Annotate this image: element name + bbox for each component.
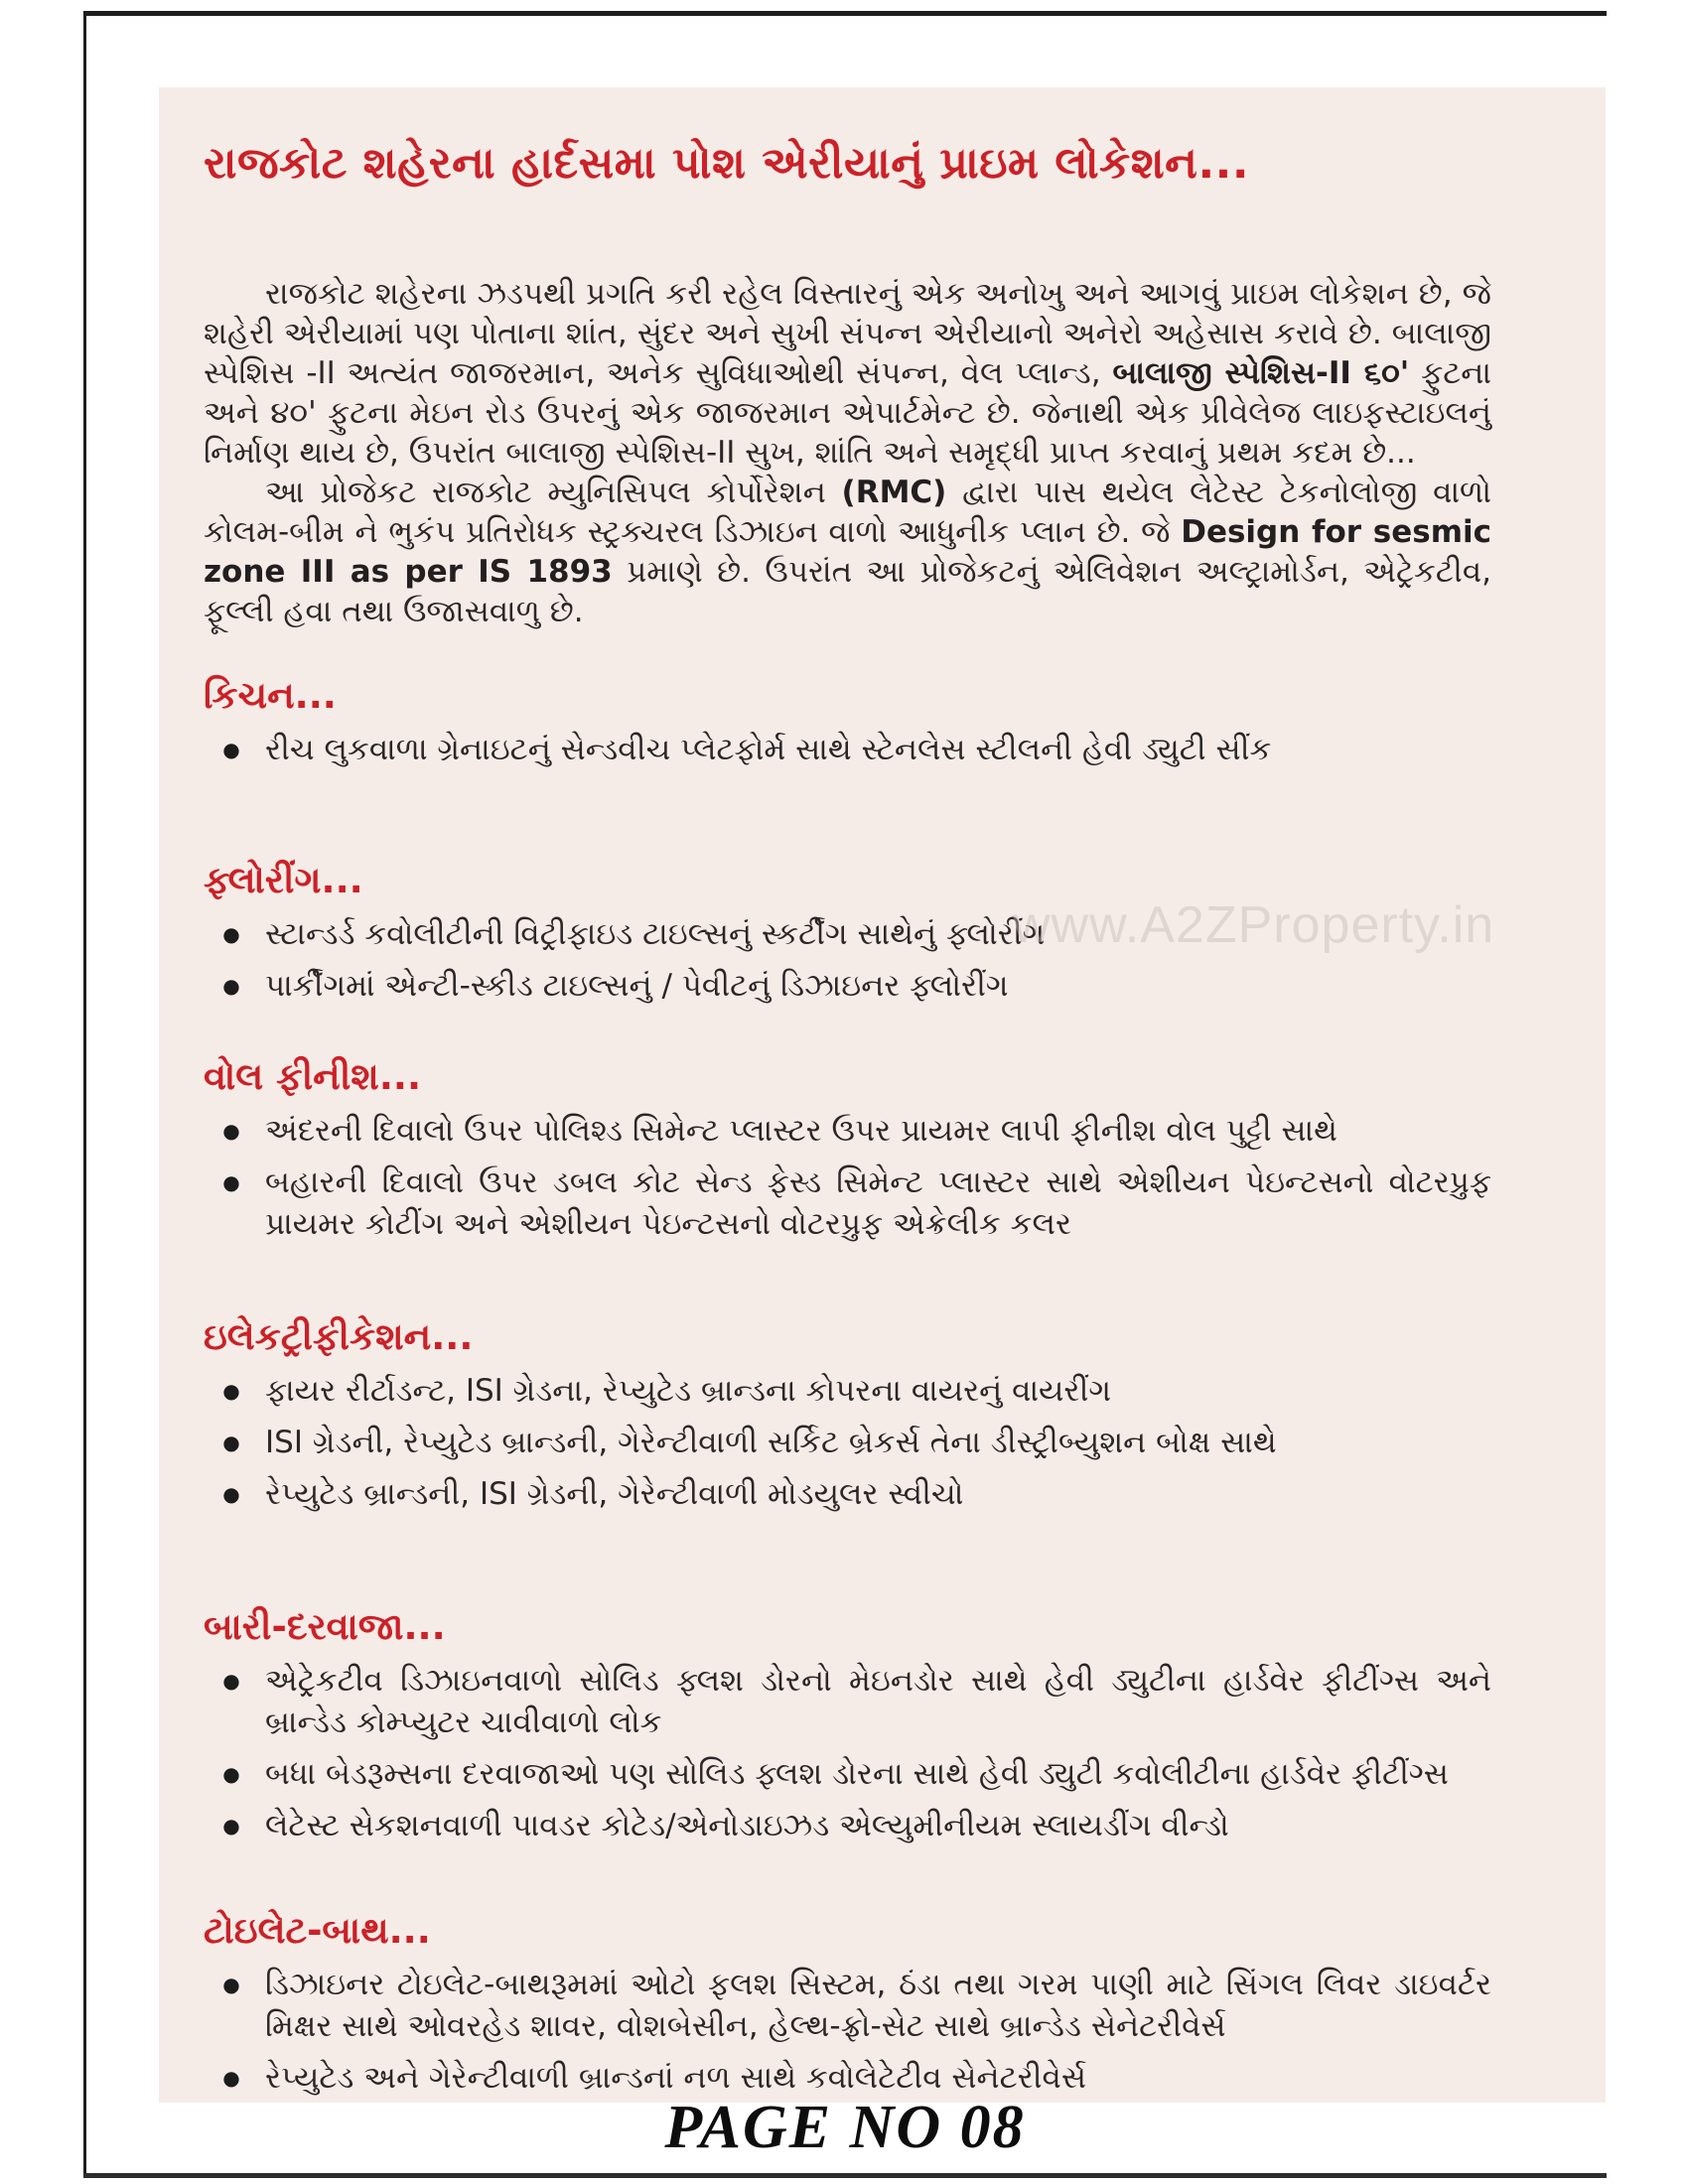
list-item [204,965,1491,1007]
bullet-text: ફાયર રીર્ટાડન્ટ, ISI ગ્રેડના, રેપ્યુટેડ બ્રાન્ડના કોપરના વાયરનું વાયરીંગ [265,1373,1111,1409]
section-heading: વોલ ફીનીશ... [204,1055,421,1098]
a2zproperty-url-watermark: www.A2ZProperty.in [1013,896,1495,954]
bullet-icon: ● [222,1482,240,1506]
bullet-icon: ● [222,1762,240,1786]
list-item [204,1473,1491,1515]
list-item [204,1422,1491,1463]
bullet-icon: ● [222,2066,240,2090]
intro-paragraph-2 [204,473,1491,631]
page-bottom-rule [83,2173,1607,2178]
section-heading: ટોઇલેટ-બાથ... [204,1909,431,1952]
bullet-icon: ● [222,1170,240,1194]
list-item [204,1161,1491,1245]
bullet-text: લેટેસ્ટ સેકશનવાળી પાવડર કોટેડ/એનોડાઇઝડ એલ્યુમીનીયમ સ્લાયડીંગ વીન્ડો [265,1808,1229,1843]
section-electrification [204,1314,1491,1515]
bullet-icon: ● [222,1119,240,1143]
intro-block [204,274,1491,631]
text-segment: રાજકોટ શહેરના ઝડપથી પ્રગતિ કરી રહેલ વિસ્તારનું એક અનોખુ અને આગવું પ્રાઇમ લોકેશન છે, જે શહેરી એરીયામાં પણ પોતાના શાંત, સુંદર અને સુખી સંપન્ન એરીયાનો અનેરો અહેસાસ કરાવે છે. બાલાજી સ્પેશિસ -II અત્યંત જાજરમાન, અનેક સુવિધાઓથી સંપન્ન, વેલ પ્લાન્ડ, [204,276,1491,391]
bullet-text: એટ્રેકટીવ ડિઝાઇનવાળો સોલિડ ફ્લશ ડોરનો મેઇનડોર સાથે હેવી ડ્યુટીના હાર્ડવેર ફીટીંગ્સ અને બ્રાન્ડેડ કોમ્પ્યુટર ચાવીવાળો લોક [265,1663,1491,1740]
text-segment: આ પ્રોજેકટ રાજકોટ મ્યુનિસિપલ કોર્પોરેશન [265,475,842,510]
bullet-icon: ● [222,1431,240,1454]
bullet-text: બધા બેડરૂમ્સના દરવાજાઓ પણ સોલિડ ફ્લશ ડોરના સાથે હેવી ડ્યુટી કવોલીટીના હાર્ડવેર ફીટીંગ્સ [265,1756,1449,1792]
page-number-footer: PAGE NO 08 [664,2094,1026,2161]
section-heading: બારી-દરવાજા... [204,1605,446,1648]
bullet-icon: ● [222,1814,240,1838]
section-heading: ફ્લોરીંગ... [204,859,363,901]
bullet-text: રીચ લુકવાળા ગ્રેનાઇટનું સેન્ડવીચ પ્લેટફોર્મ સાથે સ્ટેનલેસ સ્ટીલની હેવી ડ્યુટી સીંક [265,732,1272,767]
section-flooring [204,858,1491,1007]
bullet-icon: ● [222,1669,240,1693]
text-segment: ફુટના અને ૪૦' ફુટના મેઇન રોડ ઉપરનું એક જાજરમાન એપાર્ટમેન્ટ છે. જેનાથી એક પ્રીવેલેજ લાઇફસ્ટાઇલનું નિર્માણ થાય છે, ઉપરાંત બાલાજી સ્પેશિસ-II સુખ, શાંતિ અને સમૃદ્ધી પ્રાપ્ત કરવાનું પ્રથમ કદમ છે... [204,355,1491,471]
bullet-text: રેપ્યુટેડ અને ગેરેન્ટીવાળી બ્રાન્ડનાં નળ સાથે કવોલેટેટીવ સેનેટરીવેર્સ [265,2060,1086,2096]
section-toilet-bath [204,1908,1491,2099]
page-title: રાજકોટ શહેરના હાર્દસમા પોશ એરીયાનું પ્રાઇમ લોકેશન... [204,138,1250,189]
list-item [204,1805,1491,1846]
section-wall-finish [204,1054,1491,1245]
bullet-text: સ્ટાન્ડર્ડ કવોલીટીની વિટ્રીફાઇડ ટાઇલ્સનું સ્કર્ટીંગ સાથેનું ફ્લોરીંગ [265,916,1046,952]
list-item [204,729,1491,770]
text-segment: દ્વારા પાસ થયેલ લેટેસ્ટ ટેકનોલોજી વાળો કોલમ-બીમ ને ભુકંપ પ્રતિરોધક સ્ટ્રક્ચરલ ડિઝાઇન વાળો આધુનીક પ્લાન છે. જે [204,475,1491,550]
list-item [204,1110,1491,1152]
bullet-text: અંદરની દિવાલો ઉપર પોલિશ્ડ સિમેન્ટ પ્લાસ્ટર ઉપર પ્રાયમર લાપી ફીનીશ વોલ પુટ્ટી સાથે [265,1113,1337,1149]
bullet-icon: ● [222,1973,240,1996]
list-item [204,1964,1491,2047]
bullet-icon: ● [222,974,240,998]
bullet-icon: ● [222,738,240,761]
intro-paragraph-1 [204,274,1491,473]
section-kitchen [204,673,1491,770]
bold-segment: બાલાજી સ્પેશિસ-II ૬૦' [1112,355,1410,391]
section-heading: કિચન... [204,674,337,717]
list-item [204,1753,1491,1795]
text-segment: પ્રમાણે છે. ઉપરાંત આ પ્રોજેકટનું એલિવેશન અલ્ટ્રામોર્ડન, એટ્રેકટીવ, ફૂલ્લી હવા તથા ઉજાસવાળુ છે. [204,554,1492,629]
bullet-icon: ● [222,922,240,946]
bullet-text: રેપ્યુટેડ બ્રાન્ડની, ISI ગ્રેડની, ગેરેન્ટીવાળી મોડયુલર સ્વીચો [265,1476,964,1512]
bullet-icon: ● [222,1379,240,1403]
bullet-text: ડિઝાઇનર ટોઇલેટ-બાથરૂમમાં ઓટો ફલશ સિસ્ટમ, ઠંડા તથા ગરમ પાણી માટે સિંગલ લિવર ડાઇવર્ટર મિક્ષર સાથે ઓવરહેડ શાવર, વોશબેસીન, હેલ્થ-ફ્રો-સેટ સાથે બ્રાન્ડેડ સેનેટરીવેર્સ [265,1967,1491,2044]
section-doors-windows [204,1604,1491,1846]
bold-segment: Design for sesmic zone III as per IS 1893 [204,514,1491,590]
section-heading: ઇલેકટ્રીફીકેશન... [204,1315,474,1358]
list-item [204,1660,1491,1743]
bold-segment: (RMC) [841,475,947,510]
bullet-text: બહારની દિવાલો ઉપર ડબલ કોટ સેન્ડ ફેસ્ડ સિમેન્ટ પ્લાસ્ટર સાથે એશીયન પેઇન્ટસનો વોટરપ્રુફ પ્રાયમર કોટીંગ અને એશીયન પેઇન્ટસનો વોટરપ્રુફ એક્રેલીક કલર [265,1164,1491,1242]
content-panel [159,87,1606,2103]
list-item [204,1370,1491,1412]
bullet-text: ISI ગ્રેડની, રેપ્યુટેડ બ્રાન્ડની, ગેરેન્ટીવાળી સર્કિટ બ્રેકર્સ તેના ડીસ્ટ્રીબ્યુશન બોક્ષ સાથે [265,1425,1277,1460]
bullet-text: પાર્કીંગમાં એન્ટી-સ્કીડ ટાઇલ્સનું / પેવીટનું ડિઝાઇનર ફ્લોરીંગ [265,968,1009,1004]
list-item [204,913,1491,955]
